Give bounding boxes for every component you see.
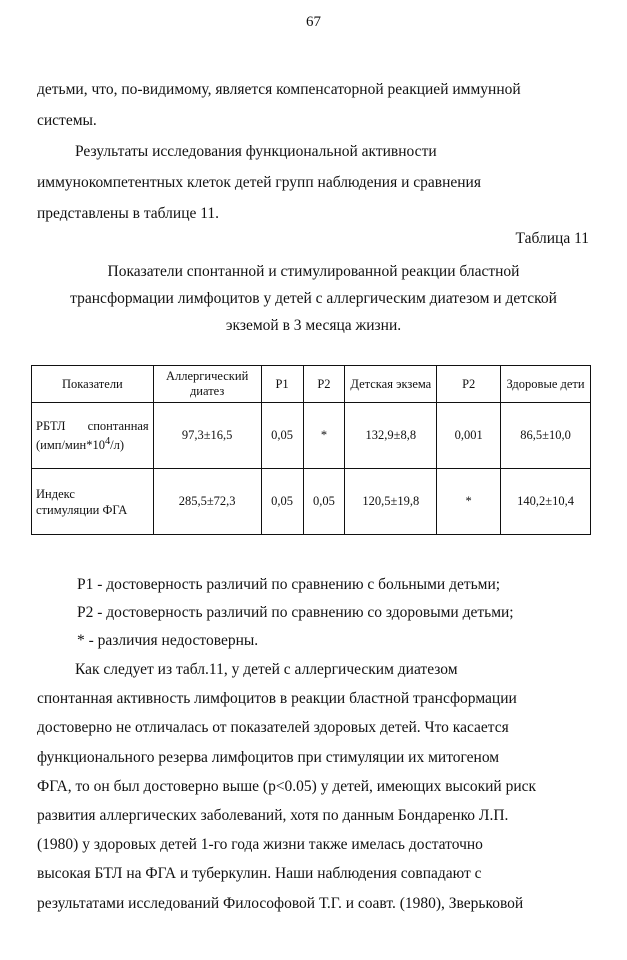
paragraph-line: спонтанная активность лимфоцитов в реакции бластной трансформации (37, 690, 517, 708)
paragraph-line: Результаты исследования функциональной активности (75, 143, 437, 160)
row-label (32, 469, 154, 535)
row-label-line: стимуляции ФГА (36, 502, 128, 517)
paragraph-line: Как следует из табл.11, у детей с аллергическим диатезом (75, 661, 458, 678)
table-cell: 0,001 (437, 403, 501, 469)
caption-line: экземой в 3 месяца жизни. (225, 317, 402, 334)
table-row (32, 403, 591, 469)
table-notes (77, 571, 597, 655)
paragraph-1 (37, 74, 590, 136)
paragraph-line: результатами исследований Философовой Т.Г. и соавт. (1980), Зверьковой (37, 894, 524, 912)
table-cell: 86,5±10,0 (501, 403, 591, 469)
header-healthy-children: Здоровые дети (501, 366, 591, 403)
paragraph-line: (1980) у здоровых детей 1-го года жизни также имелась достаточно (37, 836, 483, 854)
row-label-line: Индекс (36, 486, 75, 501)
row-label-unit: (имп/мин*10 (36, 438, 105, 453)
note-p2: Р2 - достоверность различий по сравнению со здоровыми детьми; (77, 604, 514, 621)
results-table (31, 365, 591, 535)
caption-line: трансформации лимфоцитов у детей с аллергическим диатезом и детской (70, 290, 557, 307)
table-cell: 97,3±16,5 (153, 403, 261, 469)
table-label: Таблица 11 (515, 230, 589, 247)
table-cell: 0,05 (261, 469, 303, 535)
table-cell: 140,2±10,4 (501, 469, 591, 535)
row-label (32, 403, 154, 469)
header-indicators: Показатели (32, 366, 154, 403)
page-number: 67 (306, 14, 321, 30)
paragraph-line: ФГА, то он был достоверно выше (p<0.05) у детей, имеющих высокий риск (37, 777, 537, 795)
paragraph-line: детьми, что, по-видимому, является компенсаторной реакцией иммунной (37, 81, 521, 98)
table-cell: * (303, 403, 345, 469)
table-cell: 132,9±8,8 (345, 403, 437, 469)
table-cell: 285,5±72,3 (153, 469, 261, 535)
row-label-exponent: 4 (104, 435, 111, 447)
paragraph-line: высокая БТЛ на ФГА и туберкулин. Наши наблюдения совпадают с (37, 865, 482, 883)
paragraph-3 (37, 655, 590, 918)
paragraph-2 (37, 136, 590, 229)
note-p1: Р1 - достоверность различий по сравнению с больными детьми; (77, 576, 501, 593)
table-caption (37, 258, 590, 339)
paragraph-line: развития аллергических заболеваний, хотя по данным Бондаренко Л.П. (37, 807, 509, 825)
table-row (32, 469, 591, 535)
table-cell: * (437, 469, 501, 535)
header-eczema: Детская экзема (345, 366, 437, 403)
paragraph-line: функционального резерва лимфоцитов при стимуляции их митогеном (37, 748, 500, 766)
row-label-line (36, 435, 125, 453)
note-asterisk: * - различия недостоверны. (77, 632, 259, 649)
table-cell: 120,5±19,8 (345, 469, 437, 535)
table-cell: 0,05 (261, 403, 303, 469)
caption-line: Показатели спонтанной и стимулированной реакции бластной (107, 263, 520, 280)
paragraph-line: иммунокомпетентных клеток детей групп наблюдения и сравнения (37, 174, 481, 191)
paragraph-line: представлены в таблице 11. (37, 205, 220, 222)
header-allergic-diathesis: Аллергический диатез (153, 366, 261, 403)
row-label-line: РБТЛ спонтанная (36, 418, 149, 433)
row-label-unit-suffix: /л) (110, 438, 125, 453)
paragraph-line: системы. (37, 112, 97, 129)
header-p1: Р1 (261, 366, 303, 403)
header-p2-second: Р2 (437, 366, 501, 403)
header-p2: Р2 (303, 366, 345, 403)
paragraph-line: достоверно не отличалась от показателей здоровых детей. Что касается (37, 719, 509, 737)
table-header-row (32, 366, 591, 403)
table-cell: 0,05 (303, 469, 345, 535)
